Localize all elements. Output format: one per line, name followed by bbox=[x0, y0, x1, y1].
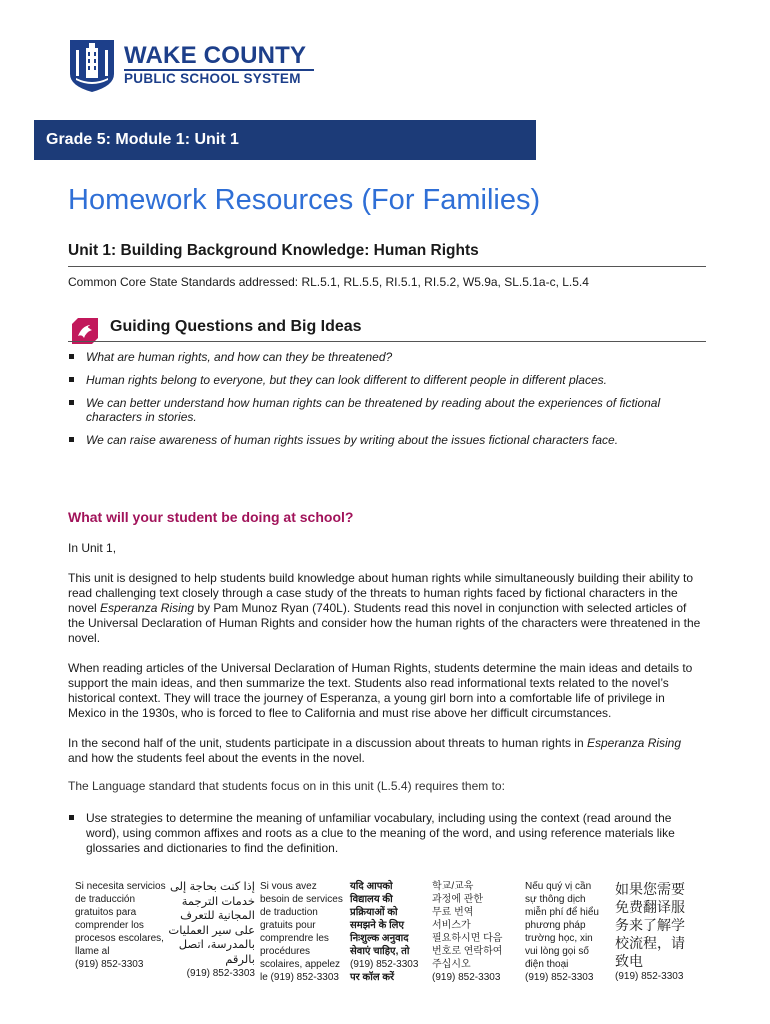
translation-line: Si vous avez bbox=[260, 881, 317, 892]
language-strategy-item: Use strategies to determine the meaning of unfamiliar vocabulary, including using the context (read around the word), using common affixes and roots as a clue to the meaning of the word, and using reference materials like glossaries and dictionaries to find the definition. bbox=[68, 811, 704, 856]
unit-divider bbox=[68, 266, 706, 267]
translation-line: 서비스가 bbox=[432, 920, 471, 931]
district-logo bbox=[68, 40, 328, 92]
translation-line: 번호로 연락하여 bbox=[432, 946, 503, 957]
translation-line: निःशुल्क अनुवाद bbox=[350, 933, 409, 944]
translation-line: (919) 852-3303 bbox=[186, 968, 255, 979]
translation-line: 주십시오 bbox=[432, 959, 471, 970]
translation-line: llame al bbox=[75, 946, 110, 957]
translation-line: यदि आपको bbox=[350, 881, 393, 892]
translation-line: (919) 852-3303 bbox=[75, 959, 144, 970]
translation-line: समझने के लिए bbox=[350, 920, 404, 931]
translation-line: de traducción bbox=[75, 894, 136, 905]
discussion-paragraph bbox=[68, 736, 704, 766]
translation-line: điện thoại bbox=[525, 959, 569, 970]
translation-line: procédures bbox=[260, 946, 311, 957]
declaration-paragraph: When reading articles of the Universal Declaration of Human Rights, students determine the main ideas and details to support the main ideas, and then summarize the text. Students also read informational texts related to the novel’s historical context. They will trace the journey of Esperanza, a young girl born into a comfortable life of privilege in Mexico in the 1930s, who is forced to flee to California and must rise above her difficult circumstances. bbox=[68, 661, 693, 720]
translation-korean bbox=[432, 880, 520, 984]
translation-line: trường học, xin bbox=[525, 933, 593, 944]
translation-line: 务来了解学 bbox=[615, 917, 685, 933]
translation-line: على سير العمليات bbox=[168, 924, 255, 937]
list-item: We can better understand how human rights can be threatened by reading about the experiences of fictional characters in stories. bbox=[68, 396, 708, 424]
translation-line: (919) 852-3303 bbox=[525, 972, 594, 983]
school-tower-logo-icon bbox=[68, 40, 116, 92]
paragraph-text: by Pam Munoz Ryan (740L). Students read this novel in conjunction with selected articles of the Universal Declaration of Human Rights and consider how the human rights of the characters were threatened in the novel. bbox=[68, 601, 701, 645]
translation-vietnamese bbox=[525, 880, 601, 984]
translation-chinese bbox=[615, 880, 705, 983]
translation-line: miễn phí để hiểu bbox=[525, 907, 599, 918]
translation-line: (919) 852-3303 bbox=[432, 972, 501, 983]
translation-line: 如果您需要 bbox=[615, 881, 685, 897]
translation-hindi bbox=[350, 880, 426, 984]
grade-banner-text: Grade 5: Module 1: Unit 1 bbox=[46, 131, 239, 148]
translation-line: 학교/교육 bbox=[432, 881, 474, 892]
translation-line: بالرقم bbox=[225, 953, 255, 966]
translation-line: 校流程，请 bbox=[615, 935, 685, 951]
translation-line: comprender los bbox=[75, 920, 144, 931]
translation-line: 무료 번역 bbox=[432, 907, 474, 918]
translation-line: le (919) 852-3303 bbox=[260, 972, 339, 983]
translation-line: प्रक्रियाओं को bbox=[350, 907, 398, 918]
list-item: We can raise awareness of human rights issues by writing about the issues fictional characters face. bbox=[68, 433, 708, 447]
intro-text: In Unit 1, bbox=[68, 541, 117, 555]
translation-line: 致电 bbox=[615, 953, 643, 969]
translation-line: sự thông dịch bbox=[525, 894, 586, 905]
translation-line: المجانية للتعرف bbox=[180, 910, 255, 922]
unit-description-paragraph bbox=[68, 571, 704, 646]
translation-line: पर कॉल करें bbox=[350, 972, 395, 983]
list-item: What are human rights, and how can they be threatened? bbox=[68, 350, 708, 364]
translation-line: gratuits pour bbox=[260, 920, 316, 931]
translation-arabic bbox=[168, 880, 255, 982]
translation-line: gratuitos para bbox=[75, 907, 137, 918]
translation-line: besoin de services bbox=[260, 894, 343, 905]
translation-french bbox=[260, 880, 342, 984]
translation-line: procesos escolares, bbox=[75, 933, 164, 944]
paragraph-text: This unit is designed to help students build knowledge about human rights while simultaneously building their ability to read challenging text closely through a case study of the threats to human rights faced by fictional characters in the novel bbox=[68, 571, 694, 615]
list-item: Human rights belong to everyone, but they can look different to different people in different places. bbox=[68, 373, 708, 387]
brand-name: WAKE COUNTY bbox=[124, 42, 307, 69]
school-section-heading: What will your student be doing at school? bbox=[68, 509, 354, 525]
translation-line: 과정에 관한 bbox=[432, 894, 484, 905]
brand-subtitle: PUBLIC SCHOOL SYSTEM bbox=[124, 71, 301, 86]
translation-line: خدمات الترجمة bbox=[181, 895, 255, 908]
book-title: Esperanza Rising bbox=[586, 736, 682, 750]
page-title: Homework Resources (For Families) bbox=[68, 184, 541, 216]
translation-services-footer bbox=[70, 880, 710, 990]
translation-spanish bbox=[75, 880, 167, 971]
paragraph-text: In the second half of the unit, students participate in a discussion about threats to human rights in bbox=[68, 736, 587, 750]
grade-banner bbox=[34, 120, 536, 160]
guiding-divider bbox=[68, 341, 706, 342]
translation-line: (919) 852-3303 bbox=[350, 959, 419, 970]
translation-line: scolaires, appelez bbox=[260, 959, 341, 970]
paragraph-text: and how the students feel about the events in the novel. bbox=[68, 751, 365, 765]
guiding-questions-title: Guiding Questions and Big Ideas bbox=[110, 318, 362, 335]
translation-line: بالمدرسة، اتصل bbox=[178, 939, 255, 951]
guiding-questions-list bbox=[68, 350, 708, 456]
translation-line: 免费翻译服 bbox=[615, 899, 685, 915]
language-standard-text: The Language standard that students focus on in this unit (L.5.4) requires them to: bbox=[68, 779, 505, 793]
translation-line: vui lòng gọi số bbox=[525, 946, 589, 957]
translation-line: إذا كنت بحاجة إلى bbox=[169, 881, 255, 893]
translation-line: phương pháp bbox=[525, 920, 586, 931]
translation-line: सेवाएं चाहिए, तो bbox=[350, 946, 410, 957]
translation-line: Nếu quý vị cần bbox=[525, 881, 592, 892]
translation-line: विद्यालय की bbox=[350, 894, 393, 905]
translation-line: de traduction bbox=[260, 907, 318, 918]
translation-line: Si necesita servicios bbox=[75, 881, 166, 892]
standards-text: Common Core State Standards addressed: RL.5.1, RL.5.5, RI.5.1, RI.5.2, W5.9a, SL.5.1a-c, L.5.4 bbox=[68, 275, 589, 289]
unit-title: Unit 1: Building Background Knowledge: Human Rights bbox=[68, 242, 479, 259]
translation-line: comprendre les bbox=[260, 933, 329, 944]
translation-phone: (919) 852-3303 bbox=[615, 971, 684, 982]
book-title: Esperanza Rising bbox=[100, 601, 195, 615]
translation-line: 필요하시면 다음 bbox=[432, 933, 503, 944]
